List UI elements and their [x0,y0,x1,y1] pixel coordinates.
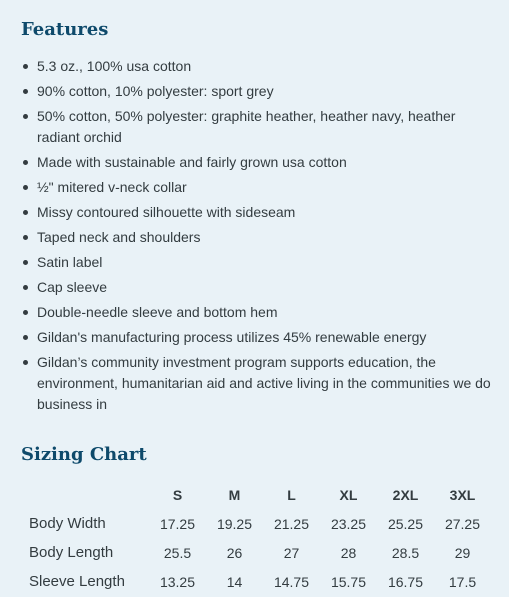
feature-text: 90% cotton, 10% polyester: sport grey [37,83,274,99]
table-cell: 17.5 [448,573,477,590]
table-cell: 28 [340,544,357,561]
size-header: XL [339,486,358,503]
feature-item [21,227,491,248]
table-cell: 28.5 [391,544,420,561]
table-cell: 27 [283,544,300,561]
feature-item [21,56,491,77]
table-cell: 29 [454,544,471,561]
bullet-icon [23,89,28,94]
feature-item [21,277,491,298]
table-cell: 23.25 [330,515,367,532]
row-label: Body Length [29,544,114,561]
feature-item [21,327,491,348]
bullet-icon [23,260,28,265]
feature-text: Gildan’s community investment program supports education, the environment, humanitarian aid and active living in the communities we do business in [37,354,491,412]
feature-item [21,302,491,323]
table-cell: 25.25 [387,515,424,532]
corner-cell [21,480,149,509]
bullet-icon [23,185,28,190]
bullet-icon [23,285,28,290]
feature-item [21,177,491,198]
bullet-icon [23,64,28,69]
table-cell: 13.25 [159,573,196,590]
bullet-icon [23,160,28,165]
table-cell: 25.5 [163,544,192,561]
sizing-chart-heading: Sizing Chart [21,444,147,465]
feature-text: Satin label [37,254,103,270]
features-list [21,56,491,419]
table-cell: 21.25 [273,515,310,532]
bullet-icon [23,114,28,119]
table-cell: 17.25 [159,515,196,532]
table-row [21,538,491,567]
feature-item [21,106,491,148]
feature-item [21,202,491,223]
table-row [21,567,491,596]
table-cell: 16.75 [387,573,424,590]
table-cell: 15.75 [330,573,367,590]
size-header: 3XL [449,486,476,503]
feature-text: Cap sleeve [37,279,108,295]
table-cell: 27.25 [444,515,481,532]
feature-item [21,352,491,415]
feature-text: Double-needle sleeve and bottom hem [37,304,278,320]
size-header: M [228,486,241,503]
features-heading: Features [21,19,109,40]
table-cell: 14 [226,573,243,590]
feature-item [21,252,491,273]
row-label: Sleeve Length [29,573,125,590]
size-header: S [172,486,183,503]
table-cell: 26 [226,544,243,561]
size-header: L [287,486,296,503]
bullet-icon [23,360,28,365]
feature-text: Gildan's manufacturing process utilizes 45% renewable energy [37,329,427,345]
feature-text: Made with sustainable and fairly grown usa cotton [37,154,347,170]
bullet-icon [23,210,28,215]
feature-text: 50% cotton, 50% polyester: graphite heather, heather navy, heather radiant orchid [37,108,456,145]
feature-text: Taped neck and shoulders [37,229,201,245]
sizing-chart-table [21,480,491,596]
table-cell: 14.75 [273,573,310,590]
bullet-icon [23,335,28,340]
feature-text: Missy contoured silhouette with sideseam [37,204,296,220]
feature-text: ½" mitered v-neck collar [37,179,187,195]
bullet-icon [23,310,28,315]
row-label: Body Width [29,515,106,532]
table-row [21,509,491,538]
feature-item [21,81,491,102]
feature-item [21,152,491,173]
size-header: 2XL [392,486,419,503]
size-header-row [21,480,491,509]
feature-text: 5.3 oz., 100% usa cotton [37,58,192,74]
bullet-icon [23,235,28,240]
table-cell: 19.25 [216,515,253,532]
